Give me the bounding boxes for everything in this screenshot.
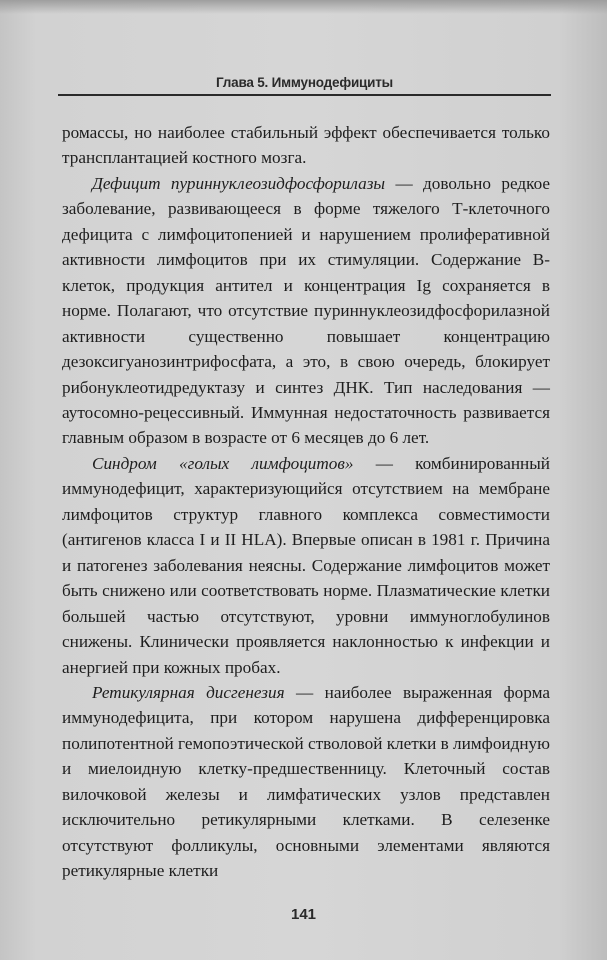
- page-top-shadow: [0, 0, 607, 14]
- body-text: [62, 120, 550, 884]
- paragraph-term: Дефицит пуриннуклеозидфосфорилазы: [92, 173, 386, 193]
- page-number: 141: [290, 906, 317, 923]
- paragraph-term: Ретикулярная дисгенезия: [92, 682, 285, 702]
- paragraph-text: — наиболее выраженная форма иммунодефицита, при котором нарушена дифференцировка полипотентной гемопоэтической стволовой клетки в лимфоидную и миелоидную клетку-предшественницу. Клеточный состав вилочковой железы и лимфатических узлов представлен исключительно ретикулярными клетками. В селезенке отсутствуют фолликулы, основными элементами являются ретикулярные клетки: [62, 682, 550, 881]
- paragraph-text: ромассы, но наиболее стабильный эффект обеспечивается только трансплантацией костного мозга.: [62, 123, 550, 168]
- paragraph-bare-lymphocyte-syndrome: [62, 451, 550, 680]
- paragraph-continuation: [62, 120, 550, 171]
- paragraph-purine-nucleoside-phosphorylase: [62, 171, 550, 451]
- chapter-title: Глава 5. Иммунодефициты: [215, 75, 393, 90]
- paragraph-reticular-dysgenesis: [62, 680, 550, 884]
- paragraph-text: — комбинированный иммунодефицит, характеризующийся отсутствием на мембране лимфоцитов структур главного комплекса совместимости (антигенов класса I и II HLA). Впервые описан в 1981 г. Причина и патогенез заболевания неясны. Содержание лимфоцитов может быть снижено или соответствовать норме. Плазматические клетки большей частью отсутствуют, уровни иммуноглобулинов снижены. Клинически проявляется наклонностью к инфекции и анергией при кожных пробах.: [62, 453, 550, 677]
- paragraph-text: — довольно редкое заболевание, развивающееся в форме тяжелого Т-клеточного дефицита с лимфоцитопенией и нарушением пролиферативной активности лимфоцитов при их стимуляции. Содержание В-клеток, продукция антител и концентрация Ig сохраняется в норме. Полагают, что отсутствие пуриннуклеозидфосфорилазной активности существенно повышает концентрацию дезоксигуанозинтрифосфата, а это, в свою очередь, блокирует рибонуклеотидредуктазу и синтез ДНК. Тип наследования — аутосомно-рецессивный. Иммунная недостаточность развивается главным образом в возрасте от 6 месяцев до 6 лет.: [62, 173, 551, 448]
- running-header: [58, 72, 551, 96]
- paragraph-term: Синдром «голых лимфоцитов»: [92, 453, 354, 473]
